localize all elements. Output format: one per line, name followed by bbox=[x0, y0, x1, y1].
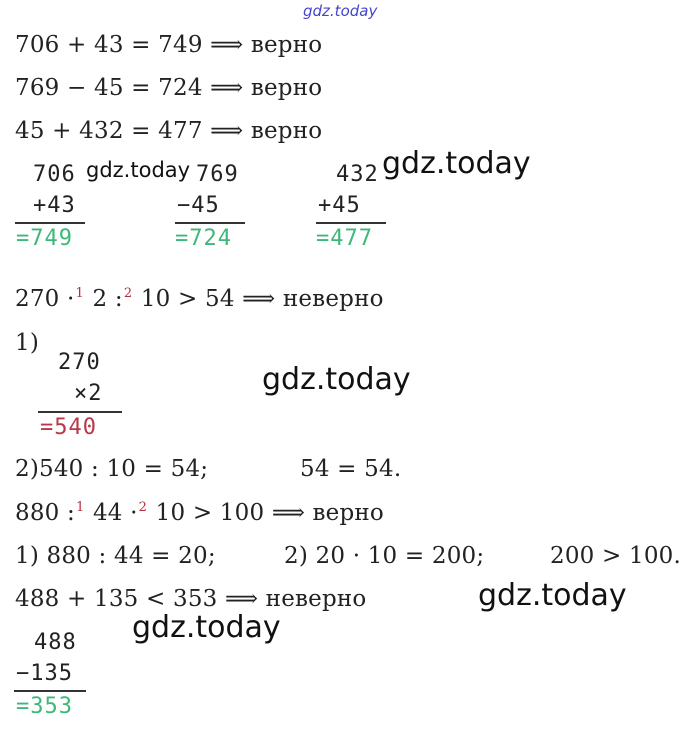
watermark-4: gdz.today bbox=[132, 610, 281, 645]
column-rule bbox=[15, 222, 85, 224]
expr-part: 880 : bbox=[15, 500, 75, 526]
column-top: 488 bbox=[34, 630, 77, 655]
column-result: =724 bbox=[175, 226, 232, 251]
watermark-2: gdz.today bbox=[262, 362, 411, 397]
equation-line-4 bbox=[15, 286, 384, 312]
expr-part: 44 · bbox=[85, 500, 138, 526]
column-bottom: −135 bbox=[16, 661, 73, 686]
order-mark-2: 2 bbox=[138, 500, 148, 516]
watermark-3: gdz.today bbox=[478, 578, 627, 613]
check: 200 > 100. bbox=[550, 543, 682, 569]
column-result: =353 bbox=[16, 694, 73, 719]
order-mark-1: 1 bbox=[75, 286, 85, 302]
step-2-check: 54 = 54. bbox=[300, 456, 402, 482]
expr-part: 10 > 100 ⟹ верно bbox=[148, 500, 384, 526]
expr-part: 270 · bbox=[15, 286, 75, 312]
column-top: 769 bbox=[196, 162, 239, 187]
equation-line-2: 769 − 45 = 724 ⟹ верно bbox=[15, 75, 323, 101]
column-top: 270 bbox=[58, 350, 101, 375]
expr-part: 2 : bbox=[85, 286, 123, 312]
column-result: =540 bbox=[40, 415, 97, 440]
column-top: 432 bbox=[336, 162, 379, 187]
watermark-top: gdz.today bbox=[303, 2, 378, 20]
column-top: 706 bbox=[33, 162, 76, 187]
equation-line-5 bbox=[15, 500, 384, 526]
column-bottom: ×2 bbox=[74, 381, 103, 406]
column-rule bbox=[14, 690, 86, 692]
order-mark-2: 2 bbox=[123, 286, 133, 302]
equation-line-6: 488 + 135 < 353 ⟹ неверно bbox=[15, 586, 367, 612]
order-mark-1: 1 bbox=[75, 500, 85, 516]
column-rule bbox=[316, 222, 386, 224]
step-2: 2)540 : 10 = 54; bbox=[15, 456, 209, 482]
step-label-1: 1) bbox=[15, 330, 40, 356]
column-bottom: +43 bbox=[33, 193, 76, 218]
equation-line-3: 45 + 432 = 477 ⟹ верно bbox=[15, 118, 323, 144]
column-bottom: −45 bbox=[177, 193, 220, 218]
watermark-small: gdz.today bbox=[86, 158, 191, 182]
column-bottom: +45 bbox=[318, 193, 361, 218]
column-result: =477 bbox=[316, 226, 373, 251]
column-rule bbox=[175, 222, 245, 224]
step-1: 1) 880 : 44 = 20; bbox=[15, 543, 216, 569]
expr-part: 10 > 54 ⟹ неверно bbox=[133, 286, 384, 312]
equation-line-1: 706 + 43 = 749 ⟹ верно bbox=[15, 32, 323, 58]
step-2: 2) 20 · 10 = 200; bbox=[284, 543, 485, 569]
watermark-1: gdz.today bbox=[382, 146, 531, 181]
column-rule bbox=[38, 411, 122, 413]
column-result: =749 bbox=[16, 226, 73, 251]
